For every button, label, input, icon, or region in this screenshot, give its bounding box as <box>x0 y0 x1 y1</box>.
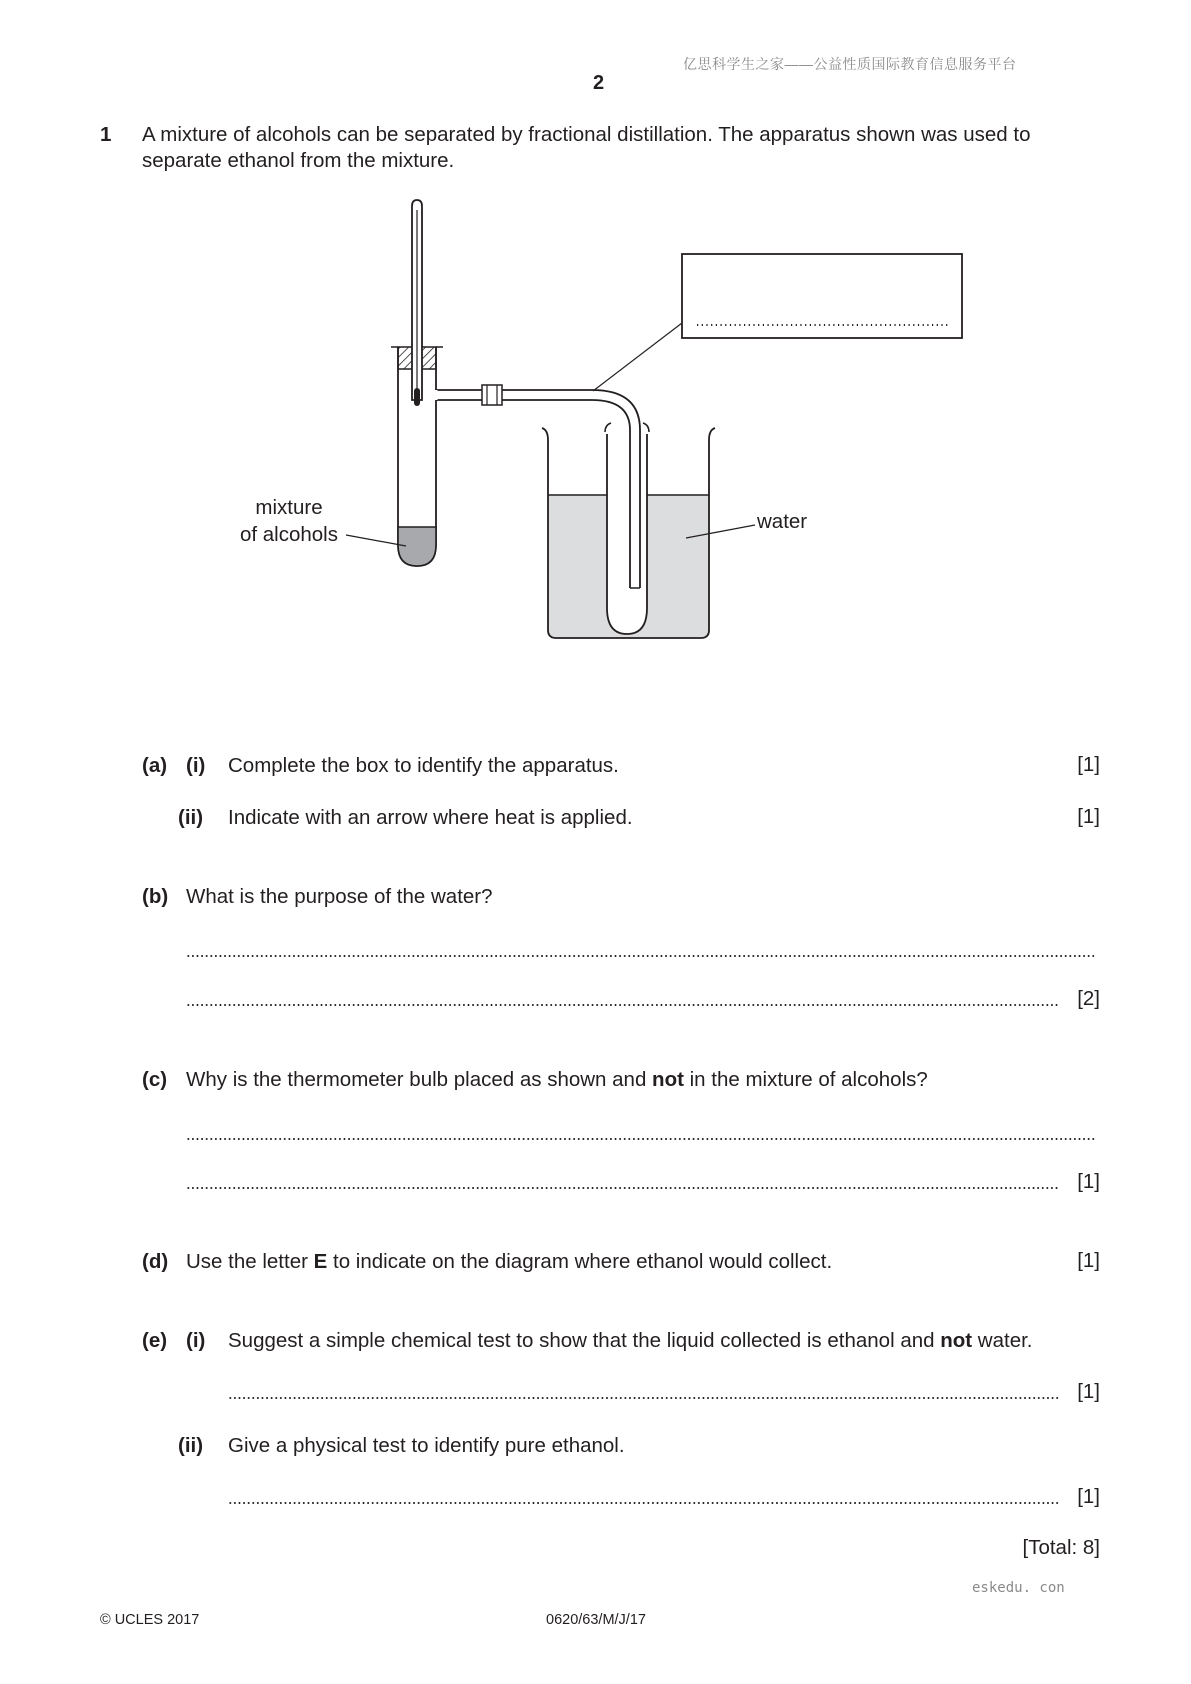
part-a-ii-text: Indicate with an arrow where heat is applied. <box>228 806 633 829</box>
part-b-text: What is the purpose of the water? <box>186 885 493 908</box>
mixture-leader-line <box>346 535 406 546</box>
part-a-label: (a) <box>142 754 168 777</box>
page-number: 2 <box>593 72 605 94</box>
part-a-i-text: Complete the box to identify the apparatus. <box>228 754 619 777</box>
u-tube <box>605 423 649 634</box>
distillation-apparatus-diagram <box>0 0 1191 700</box>
part-b-answer-line-2[interactable] <box>186 1004 1060 1006</box>
part-e-i-marks: [1] <box>1077 1380 1100 1403</box>
total-marks: [Total: 8] <box>1022 1536 1100 1559</box>
label-mixture-line1: mixture <box>255 496 323 519</box>
part-e-ii-label: (ii) <box>178 1434 204 1457</box>
footer-paper-code: 0620/63/M/J/17 <box>546 1612 646 1628</box>
part-d-text: Use the letter E to indicate on the diagram where ethanol would collect. <box>186 1250 833 1273</box>
thermometer <box>412 200 422 406</box>
part-c-marks: [1] <box>1077 1170 1100 1193</box>
part-a-i-label: (i) <box>186 754 206 777</box>
part-e-i-answer-line[interactable] <box>228 1397 1060 1399</box>
part-e-ii-text: Give a physical test to identify pure ethanol. <box>228 1434 625 1457</box>
label-water: water <box>757 510 808 533</box>
part-a-i-marks: [1] <box>1077 753 1100 776</box>
part-b-label: (b) <box>142 885 169 908</box>
footer-copyright: © UCLES 2017 <box>100 1612 200 1628</box>
part-e-i-text: Suggest a simple chemical test to show that the liquid collected is ethanol and not water. <box>228 1329 1033 1352</box>
part-d-label: (d) <box>142 1250 169 1273</box>
part-a-ii-marks: [1] <box>1077 805 1100 828</box>
footer-watermark: eskedu. con <box>972 1580 1065 1596</box>
part-a-ii-label: (ii) <box>178 806 204 829</box>
label-mixture-line2: of alcohols <box>239 523 339 546</box>
part-e-ii-marks: [1] <box>1077 1485 1100 1508</box>
question-number: 1 <box>100 123 112 146</box>
apparatus-label-box[interactable] <box>682 254 962 338</box>
part-e-i-label: (i) <box>186 1329 206 1352</box>
part-b-marks: [2] <box>1077 987 1100 1010</box>
part-c-text: Why is the thermometer bulb placed as shown and not in the mixture of alcohols? <box>186 1068 928 1091</box>
box-leader-line <box>593 323 682 391</box>
part-d-marks: [1] <box>1077 1249 1100 1272</box>
part-c-answer-line-2[interactable] <box>186 1187 1060 1189</box>
part-e-ii-answer-line[interactable] <box>228 1502 1060 1504</box>
header-watermark: 亿思科学生之家——公益性质国际教育信息服务平台 <box>683 56 1017 72</box>
part-c-answer-line-1[interactable] <box>186 1138 1096 1140</box>
part-c-label: (c) <box>142 1068 168 1091</box>
part-e-label: (e) <box>142 1329 168 1352</box>
part-b-answer-line-1[interactable] <box>186 955 1096 957</box>
question-intro: A mixture of alcohols can be separated by fractional distillation. The apparatus shown was used to separate ethanol from the mixture. <box>142 123 1031 172</box>
